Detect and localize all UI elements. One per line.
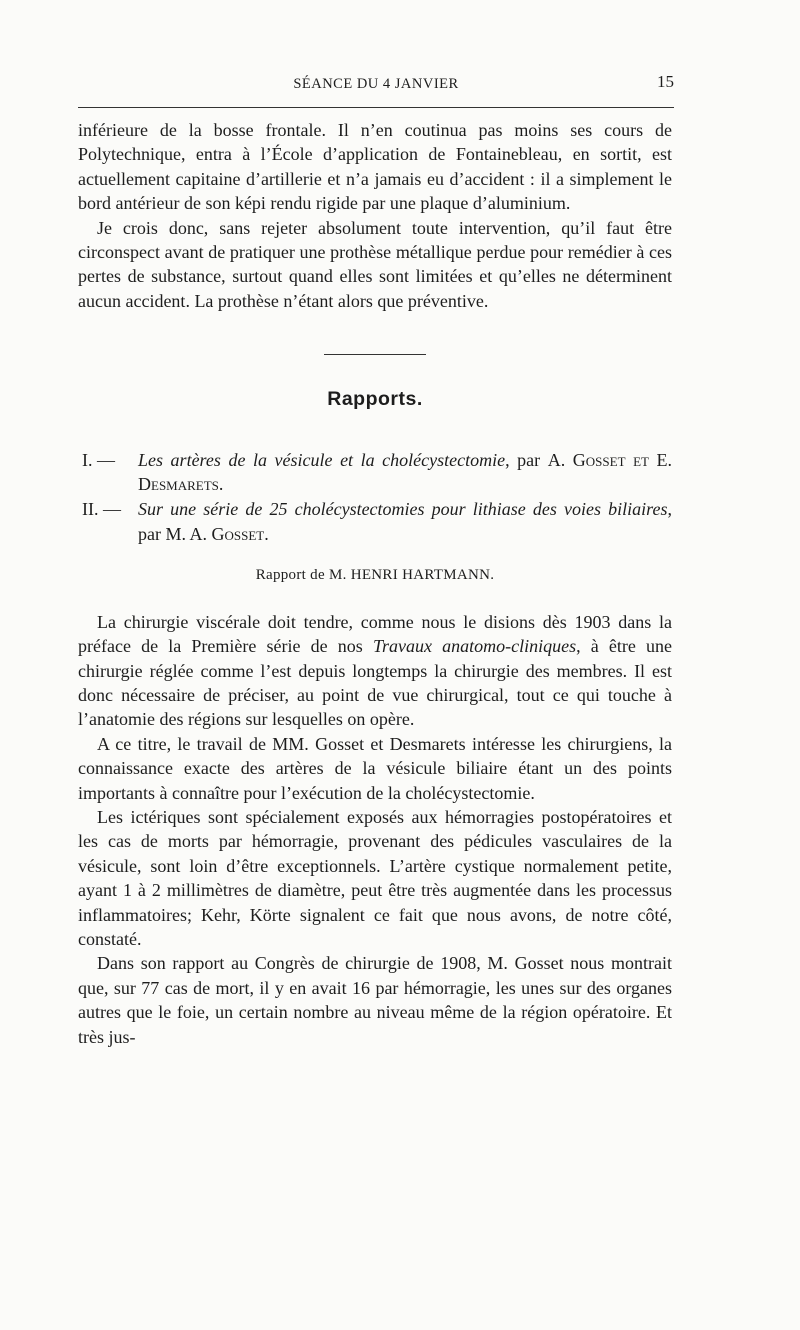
entry-number: II. —: [82, 499, 121, 520]
paragraph-intro: [78, 610, 672, 732]
section-divider: [324, 354, 426, 355]
section-title: Rapports.: [327, 388, 423, 411]
entry-text: [138, 448, 672, 497]
entry-by: , par: [505, 449, 548, 470]
paragraph-congres: Dans son rapport au Congrès de chirurgie de 1908, M. Gosset nous montrait que, sur 77 cas de mort, il y en avait 16 par hémorragie, les unes sur des organes autres que le foie, un certain nombre au niveau même de la région opératoire. Et très jus-: [78, 953, 672, 1047]
paragraph-intro-italic: Travaux anatomo-cliniques: [372, 636, 577, 657]
entry-by: , par: [138, 499, 672, 544]
report-text: [78, 610, 672, 1049]
entry-text: [138, 497, 672, 546]
header-rule: [78, 107, 674, 108]
entry-authors: M. A. Gosset.: [165, 523, 269, 544]
entry-title: Les artères de la vésicule et la cholécystectomie: [138, 449, 506, 470]
paragraph-gosset-desmarets: A ce titre, le travail de MM. Gosset et Desmarets intéresse les chirurgiens, la connaissance exacte des artères de la vésicule biliaire étant un des points importants à connaître pour l’exécution de la cholécystectomie.: [78, 733, 672, 803]
report-byline: Rapport de M. HENRI HARTMANN.: [255, 567, 495, 584]
entry-number: I. —: [82, 449, 115, 470]
entry-title: Sur une série de 25 cholécystectomies pour lithiase des voies biliaires: [138, 499, 668, 520]
page-body: [78, 118, 672, 1049]
entry-authors: A. Gosset et E. Desmarets.: [138, 449, 673, 495]
paragraph-intro-part1: La chirurgie viscérale doit tendre, comme nous le disions dès 1903 dans la préface de la Première série de nos: [78, 611, 672, 657]
running-title: SÉANCE DU 4 JANVIER: [293, 76, 459, 92]
page-number: 15: [657, 72, 674, 91]
report-entry: [78, 448, 672, 497]
paragraph-intro-part2: , à être une chirurgie réglée comme l’est depuis longtemps la chirurgie des membres. Il est donc nécessaire de préciser, au point de vue chirurgical, tout ce qui touche à l’anatomie des régions sur lesquelles on opère.: [78, 636, 673, 730]
paragraph-continuation: inférieure de la bosse frontale. Il n’en coutinua pas moins ses cours de Polytechnique, entra à l’École d’application de Fontainebleau, en sortit, est actuellement capitaine d’artillerie et n’a jamais eu d’accident : il a simplement le bord antérieur de son képi rendu rigide par une plaque d’aluminium.: [78, 120, 672, 214]
paragraph-conclusion: Je crois donc, sans rejeter absolument toute intervention, qu’il faut être circonspect avant de pratiquer une prothèse métallique perdue pour remédier à ces pertes de substance, surtout quand elles sont limitées et qu’elles ne déterminent aucun accident. La prothèse n’étant alors que préventive.: [78, 217, 672, 311]
page-header: [78, 70, 674, 100]
report-entry: [78, 497, 672, 546]
paragraph-icteriques: Les ictériques sont spécialement exposés aux hémorragies postopératoires et les cas de morts par hémorragie, provenant des pédicules vasculaires de la vésicule, sont loin d’être exceptionnels. L’artère cystique normalement petite, ayant 1 à 2 millimètres de diamètre, peut être très augmentée dans les processus inflammatoires; Kehr, Körte signalent ce fait que nous avons, de notre côté, constaté.: [78, 806, 672, 949]
